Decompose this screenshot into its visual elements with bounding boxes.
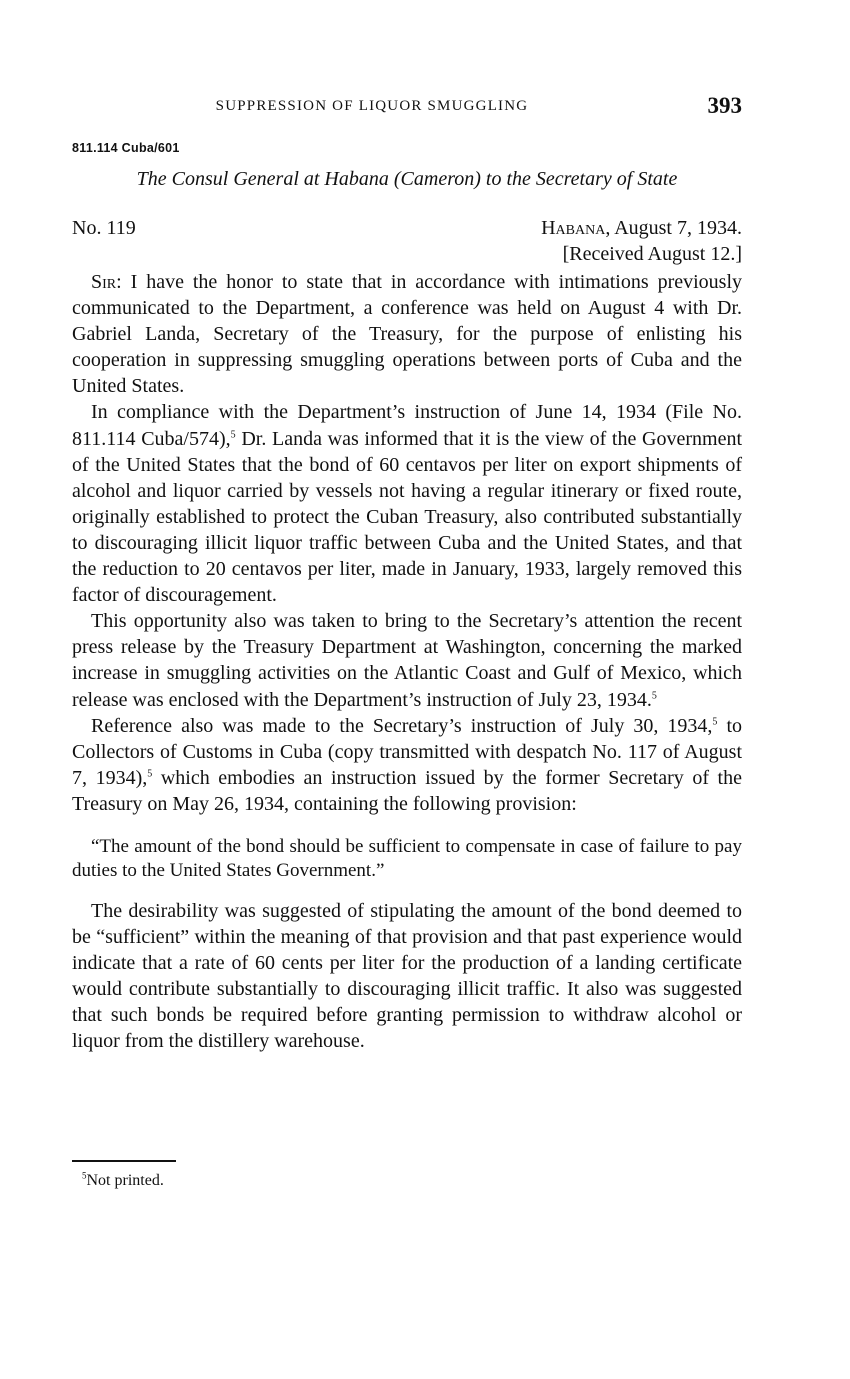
paragraph-1-text: : I have the honor to state that in accordance with intimations previously communicated to the Department, a conference was held on August 4 with Dr. Gabriel Landa, Secretary of the Treasury, for the purpose of enlisting his cooperation in suppressing smuggling operations between ports of Cuba and the United States. bbox=[72, 271, 742, 398]
running-head bbox=[72, 94, 742, 118]
dateline-place: Habana bbox=[541, 217, 606, 239]
paragraph-4-text-c: which embodies an instruction issued by the former Secretary of the Treasury on May 26, 1934, containing the following provision: bbox=[72, 766, 742, 815]
footnote-marker: 5 bbox=[82, 1170, 87, 1181]
footnote-text: Not printed. bbox=[86, 1172, 164, 1189]
dateline bbox=[541, 217, 742, 240]
footnote-ref: 5 bbox=[230, 428, 236, 440]
running-title: SUPPRESSION OF LIQUOR SMUGGLING bbox=[215, 98, 529, 114]
dateline-date: , August 7, 1934. bbox=[605, 217, 742, 239]
footnote-ref: 5 bbox=[651, 689, 657, 701]
footnote-divider bbox=[72, 1160, 176, 1162]
paragraph-5: The desirability was suggested of stipulating the amount of the bond deemed to be “sufficient” within the meaning of that provision and that past experience would indicate that a rate of 60 cents per liter for the production of a landing certificate would contribute substantially to discouraging illicit traffic. It also was suggested that such bonds be required before granting permission to withdraw alcohol or liquor from the distillery warehouse. bbox=[72, 899, 742, 1053]
paragraph-3-text: This opportunity also was taken to bring to the Secretary’s attention the recent press release by the Treasury Department at Washington, concerning the marked increase in smuggling activities on the Atlantic Coast and Gulf of Mexico, which release was enclosed with the Department’s instruction of July 23, 1934. bbox=[72, 610, 742, 711]
page-number: 393 bbox=[707, 93, 742, 118]
file-number: 811.114 Cuba/601 bbox=[72, 141, 180, 155]
paragraph-4 bbox=[72, 713, 742, 817]
paragraph-4-text-b: to Collectors of Customs in Cuba (copy transmitted with despatch No. 117 of August 7, 1934), bbox=[72, 714, 742, 789]
footnote-ref: 5 bbox=[147, 768, 153, 780]
paragraph-2 bbox=[72, 399, 742, 608]
paragraph-3 bbox=[72, 608, 742, 712]
quoted-provision: “The amount of the bond should be sufficient to compensate in case of failure to pay duties to the United States Government.” bbox=[72, 835, 742, 882]
document-title: The Consul General at Habana (Cameron) to the Secretary of State bbox=[136, 168, 678, 190]
paragraph-2-text-a: In compliance with the Department’s instruction of June 14, 1934 (File No. 811.114 Cuba/574), bbox=[72, 401, 742, 450]
footnote-ref: 5 bbox=[712, 715, 718, 727]
salutation: Sir bbox=[91, 271, 117, 293]
paragraph-2-text-b: Dr. Landa was informed that it is the view of the Government of the United States that the bond of 60 centavos per liter on export shipments of alcohol and liquor carried by vessels not having a regular itinerary or fixed route, originally established to protect the Cuban Treasury, also contributed substantially to discouraging illicit liquor traffic between Cuba and the United States, and that the reduction to 20 centavos per liter, made in January, 1933, largely removed this factor of discouragement. bbox=[72, 427, 743, 607]
paragraph-1 bbox=[72, 269, 742, 399]
footnote bbox=[82, 1172, 164, 1190]
received-date: [Received August 12.] bbox=[562, 243, 742, 265]
despatch-number: No. 119 bbox=[72, 217, 136, 239]
paragraph-4-text-a: Reference also was made to the Secretary’s instruction of July 30, 1934, bbox=[91, 714, 713, 737]
letter-body bbox=[72, 269, 742, 1055]
